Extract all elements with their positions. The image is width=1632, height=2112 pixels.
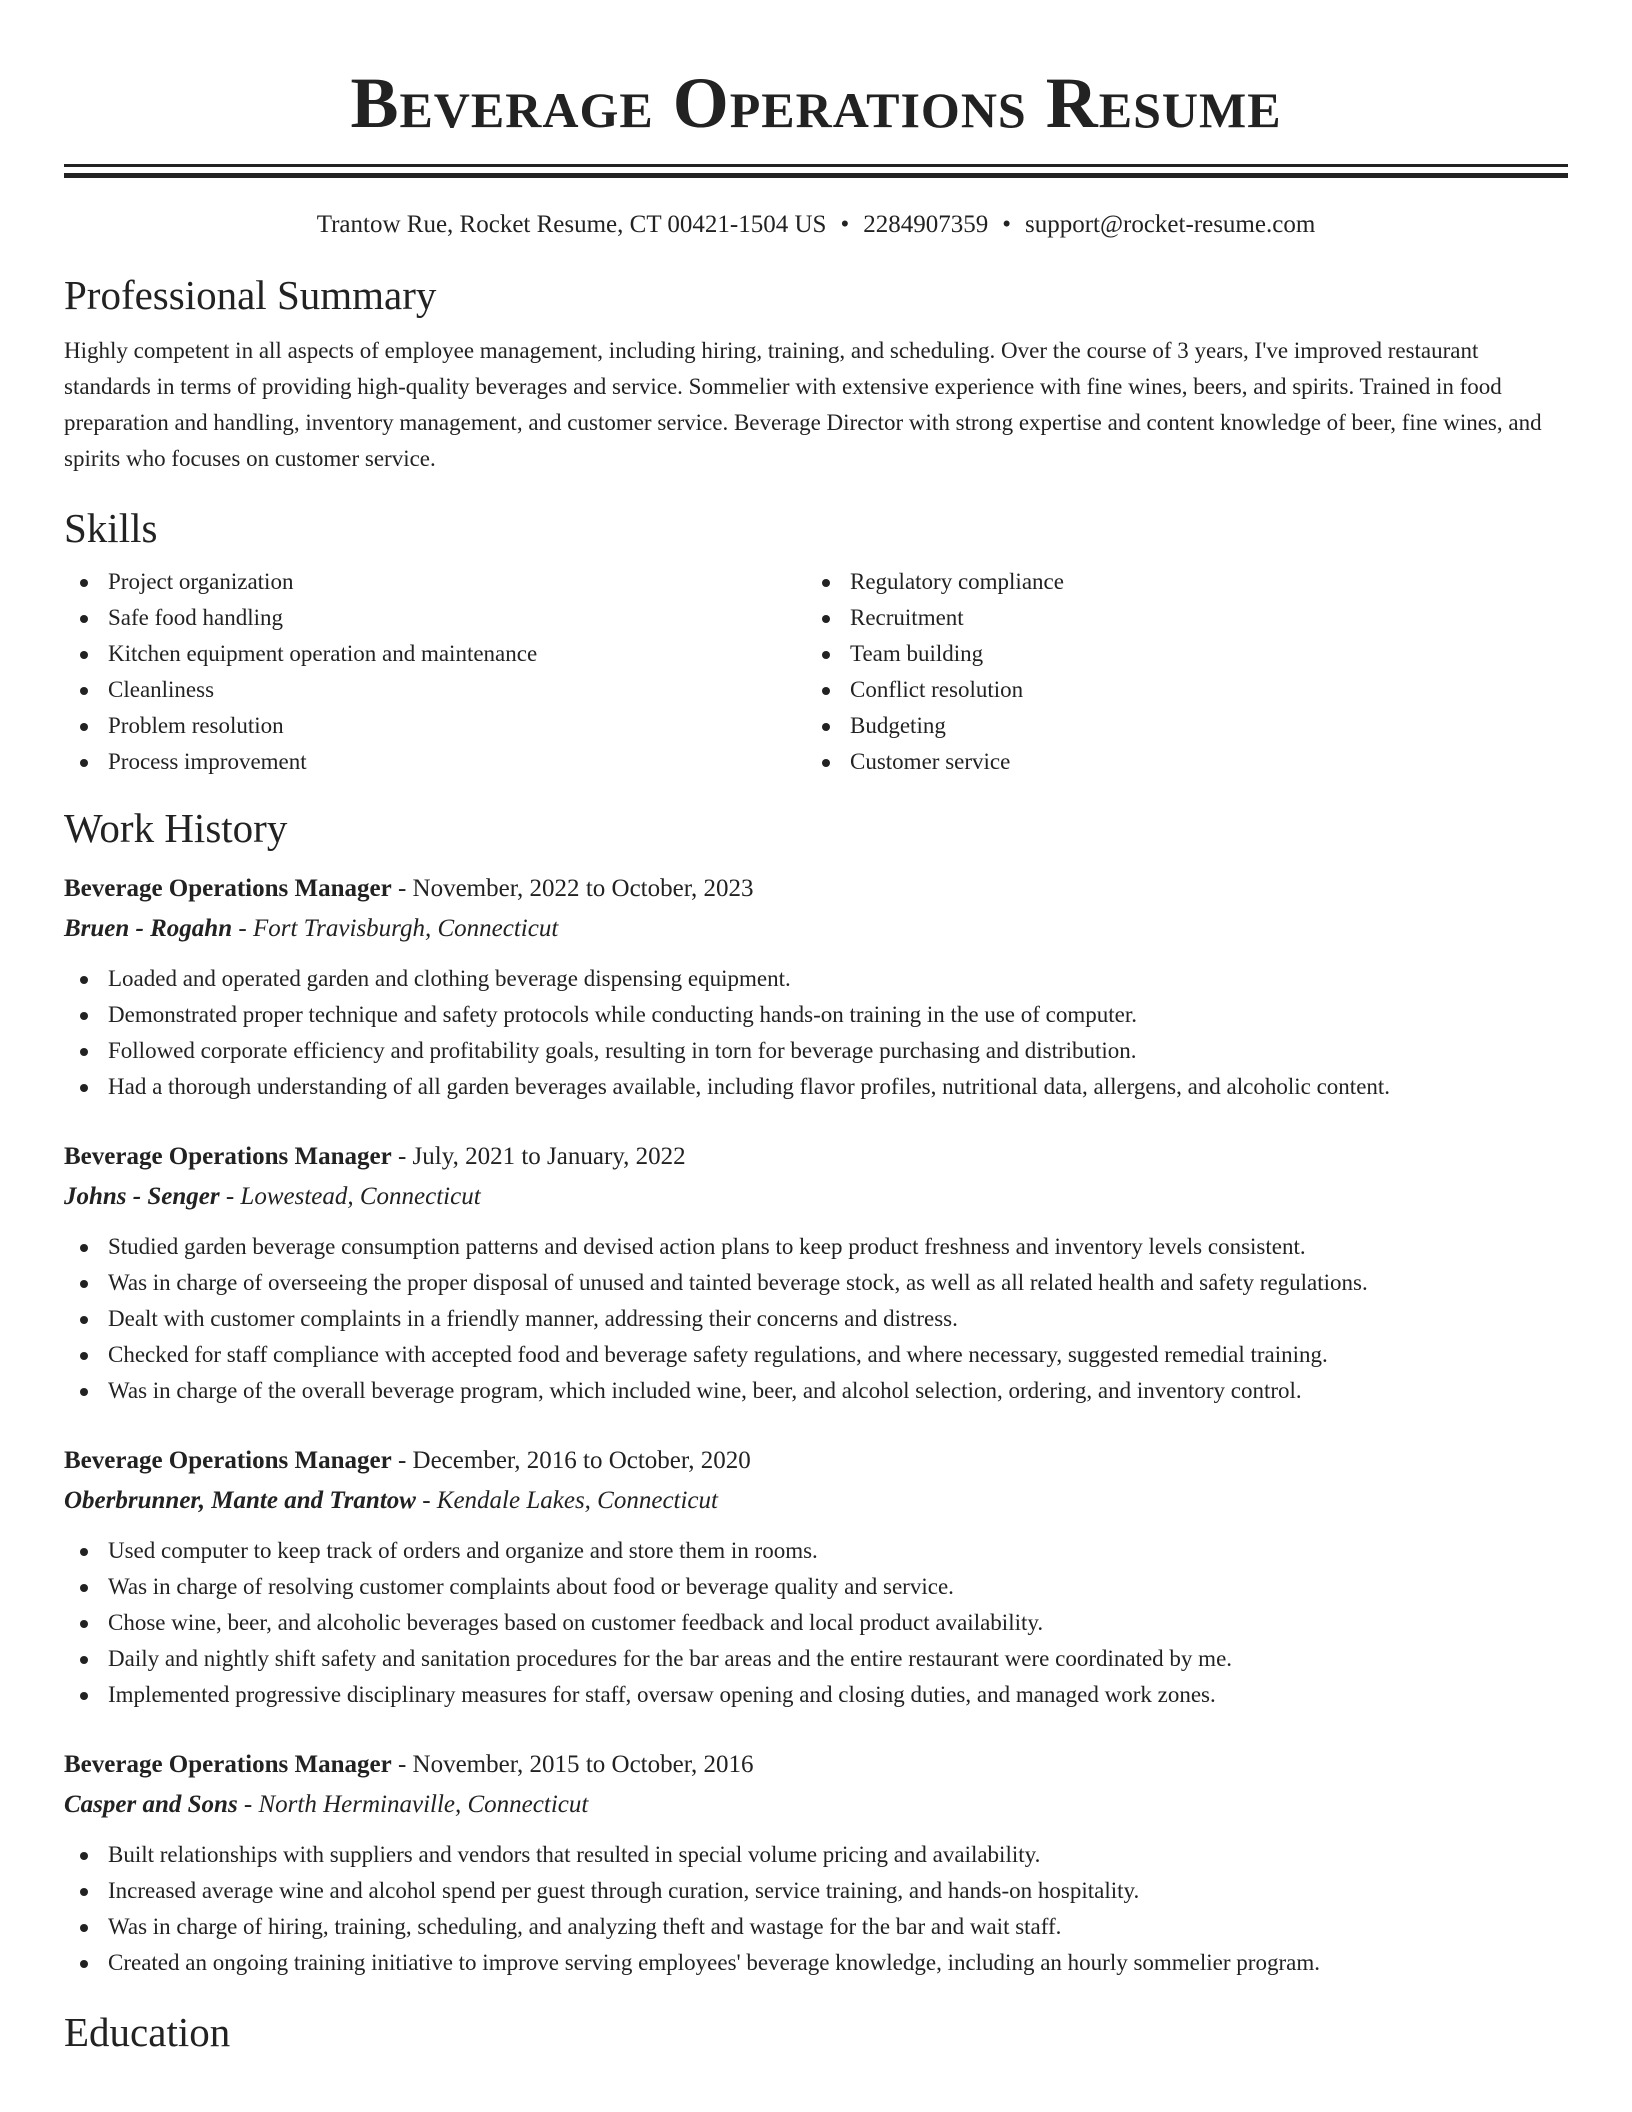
job-title: Beverage Operations Manager <box>64 875 392 902</box>
job-bullet: Increased average wine and alcohol spend per guest through curation, service training, and hands-on hospitality. <box>64 1873 1568 1909</box>
skill-item: Safe food handling <box>64 600 806 636</box>
job-title-line <box>64 1745 1568 1785</box>
job-bullet: Was in charge of resolving customer complaints about food or beverage quality and service. <box>64 1569 1568 1605</box>
skills-columns <box>64 564 1568 780</box>
job-entry <box>64 1441 1568 1713</box>
job-dash: - <box>397 1447 407 1474</box>
skills-left-list <box>64 564 806 780</box>
job-title-line <box>64 1441 1568 1481</box>
job-bullet: Implemented progressive disciplinary measures for staff, oversaw opening and closing duties, and managed work zones. <box>64 1677 1568 1713</box>
job-title: Beverage Operations Manager <box>64 1447 392 1474</box>
contact-phone: 2284907359 <box>863 211 989 238</box>
job-bullet: Was in charge of hiring, training, scheduling, and analyzing theft and wastage for the bar and wait staff. <box>64 1909 1568 1945</box>
job-company: Casper and Sons <box>64 1791 238 1818</box>
job-dash: - <box>397 1751 407 1778</box>
job-bullet: Followed corporate efficiency and profitability goals, resulting in torn for beverage purchasing and distribution. <box>64 1033 1568 1069</box>
contact-address: Trantow Rue, Rocket Resume, CT 00421-1504 US <box>316 211 827 238</box>
skill-item: Regulatory compliance <box>806 564 1548 600</box>
job-date-connector: to <box>521 1143 541 1170</box>
job-location: North Herminaville, Connecticut <box>258 1791 589 1818</box>
job-date-connector: to <box>585 1751 606 1778</box>
job-company-line <box>64 1177 1568 1217</box>
job-title-line <box>64 869 1568 909</box>
job-company-line <box>64 1481 1568 1521</box>
job-end-date: January, 2022 <box>547 1143 686 1170</box>
job-bullet: Was in charge of the overall beverage program, which included wine, beer, and alcohol selection, ordering, and inventory control. <box>64 1373 1568 1409</box>
job-bullet: Used computer to keep track of orders and organize and store them in rooms. <box>64 1533 1568 1569</box>
job-dash: - <box>397 875 407 902</box>
summary-heading: Professional Summary <box>64 272 437 318</box>
job-location: Lowestead, Connecticut <box>240 1183 481 1210</box>
job-start-date: November, 2015 <box>412 1751 580 1778</box>
title-rule-bottom <box>64 173 1568 178</box>
skill-item: Customer service <box>806 744 1548 780</box>
job-title-line <box>64 1137 1568 1177</box>
job-company-line <box>64 909 1568 949</box>
job-bullet: Daily and nightly shift safety and sanitation procedures for the bar areas and the entire restaurant were coordinated by me. <box>64 1641 1568 1677</box>
job-end-date: October, 2023 <box>611 875 754 902</box>
job-location: Fort Travisburgh, Connecticut <box>252 915 559 942</box>
job-end-date: October, 2016 <box>611 1751 754 1778</box>
job-end-date: October, 2020 <box>608 1447 751 1474</box>
job-bullet: Was in charge of overseeing the proper disposal of unused and tainted beverage stock, as well as all related health and safety regulations. <box>64 1265 1568 1301</box>
skill-item: Problem resolution <box>64 708 806 744</box>
job-company: Johns - Senger <box>64 1183 220 1210</box>
job-bullet: Built relationships with suppliers and vendors that resulted in special volume pricing and availability. <box>64 1837 1568 1873</box>
skills-heading: Skills <box>64 505 158 551</box>
skill-item: Kitchen equipment operation and maintenance <box>64 636 806 672</box>
job-bullet: Had a thorough understanding of all garden beverages available, including flavor profiles, nutritional data, allergens, and alcoholic content. <box>64 1069 1568 1105</box>
skills-right-list <box>806 564 1548 780</box>
job-date-connector: to <box>585 875 606 902</box>
skill-item: Project organization <box>64 564 806 600</box>
education-heading: Education <box>64 2009 231 2055</box>
job-start-date: July, 2021 <box>412 1143 516 1170</box>
skill-item: Team building <box>806 636 1548 672</box>
job-company-line <box>64 1785 1568 1825</box>
summary-text: Highly competent in all aspects of employee management, including hiring, training, and scheduling. Over the course of 3 years, I've improved restaurant standards in terms of providing high-quality beverages and service. Sommelier with extensive experience with fine wines, beers, and spirits. Trained in food preparation and handling, inventory management, and customer service. Beverage Director with strong expertise and content knowledge of beer, fine wines, and spirits who focuses on customer service. <box>64 338 1542 471</box>
work-history-heading: Work History <box>64 805 288 851</box>
job-date-connector: to <box>583 1447 603 1474</box>
job-bullet: Dealt with customer complaints in a friendly manner, addressing their concerns and distress. <box>64 1301 1568 1337</box>
contact-separator: • <box>840 211 850 238</box>
job-bullets <box>64 1837 1568 1981</box>
job-bullet: Created an ongoing training initiative to improve serving employees' beverage knowledge, including an hourly sommelier program. <box>64 1945 1568 1981</box>
job-company: Oberbrunner, Mante and Trantow <box>64 1487 416 1514</box>
skill-item: Recruitment <box>806 600 1548 636</box>
job-bullets <box>64 1229 1568 1409</box>
job-title: Beverage Operations Manager <box>64 1143 392 1170</box>
page-title: Beverage Operations Resume <box>350 63 1282 143</box>
job-dash: - <box>225 1183 235 1210</box>
skill-item: Budgeting <box>806 708 1548 744</box>
job-bullet: Loaded and operated garden and clothing beverage dispensing equipment. <box>64 961 1568 997</box>
job-bullet: Checked for staff compliance with accepted food and beverage safety regulations, and where necessary, suggested remedial training. <box>64 1337 1568 1373</box>
job-entry <box>64 1745 1568 1981</box>
job-company: Bruen - Rogahn <box>64 915 233 942</box>
resume-page <box>64 0 1568 2057</box>
job-dash: - <box>238 915 247 942</box>
job-title: Beverage Operations Manager <box>64 1751 392 1778</box>
skill-item: Conflict resolution <box>806 672 1548 708</box>
job-location: Kendale Lakes, Connecticut <box>436 1487 718 1514</box>
skill-item: Process improvement <box>64 744 806 780</box>
job-entry <box>64 1137 1568 1409</box>
job-bullets <box>64 961 1568 1105</box>
job-start-date: December, 2016 <box>412 1447 577 1474</box>
job-bullet: Studied garden beverage consumption patterns and devised action plans to keep product freshness and inventory levels consistent. <box>64 1229 1568 1265</box>
contact-line <box>64 209 1568 241</box>
job-dash: - <box>243 1791 253 1818</box>
job-bullet: Chose wine, beer, and alcoholic beverages based on customer feedback and local product availability. <box>64 1605 1568 1641</box>
job-dash: - <box>397 1143 407 1170</box>
job-entry <box>64 869 1568 1105</box>
skill-item: Cleanliness <box>64 672 806 708</box>
contact-email: support@rocket-resume.com <box>1024 211 1316 238</box>
contact-separator: • <box>1002 211 1011 238</box>
job-bullets <box>64 1533 1568 1713</box>
title-rule-top <box>64 164 1568 167</box>
job-start-date: November, 2022 <box>412 875 580 902</box>
job-dash: - <box>422 1487 431 1514</box>
job-bullet: Demonstrated proper technique and safety protocols while conducting hands-on training in the use of computer. <box>64 997 1568 1033</box>
